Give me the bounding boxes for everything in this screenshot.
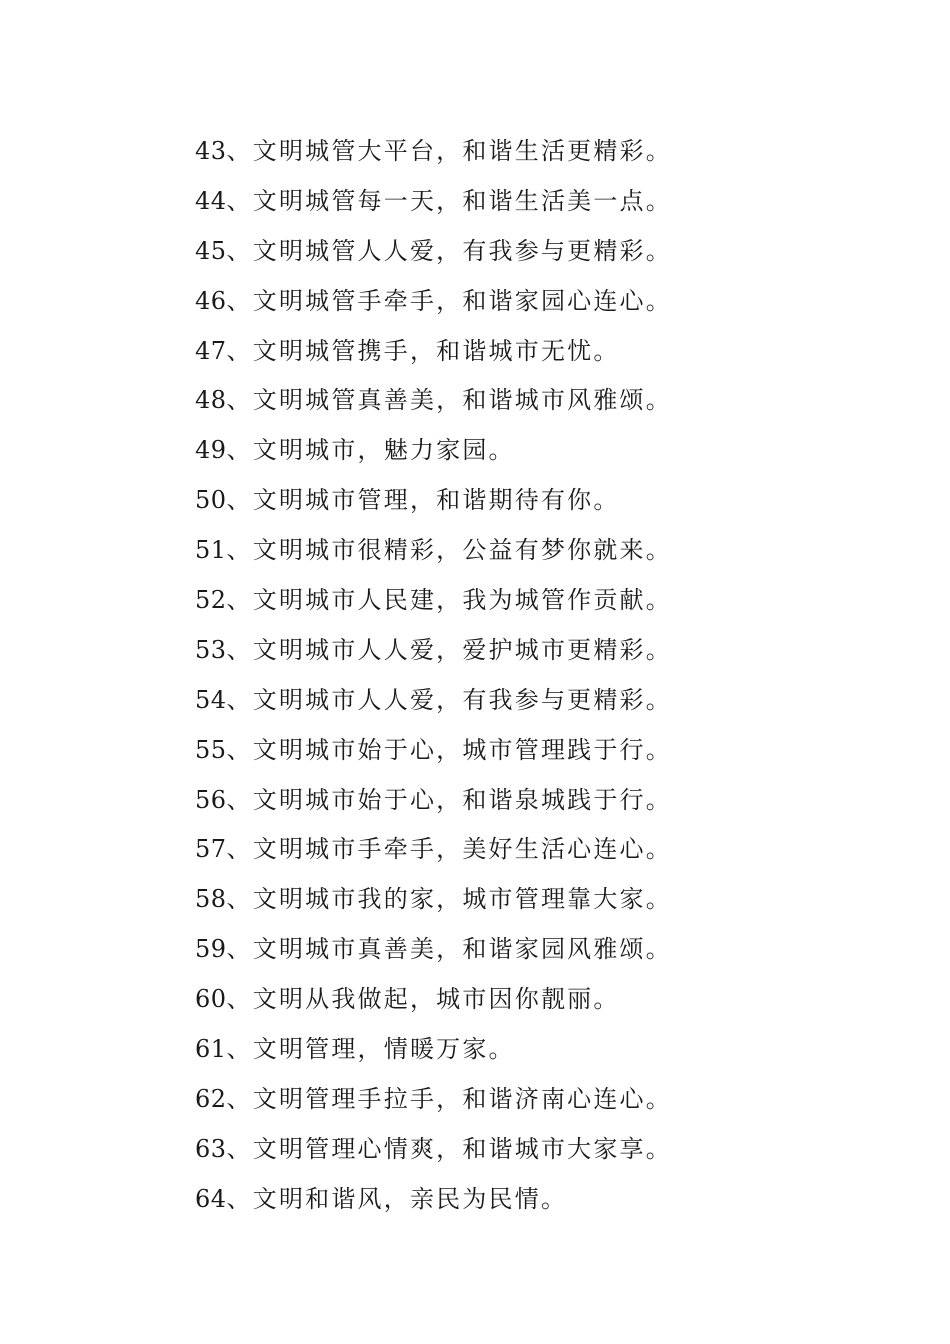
list-item [195,925,895,975]
item-number: 49 [195,436,227,465]
list-item [195,327,895,377]
list-item [195,177,895,227]
list-item [195,277,895,327]
list-item [195,227,895,277]
item-number: 53 [195,635,227,664]
item-number: 62 [195,1084,227,1113]
item-number: 47 [195,336,227,365]
list-item [195,626,895,676]
item-number: 61 [195,1035,227,1064]
slogan-list [195,127,895,1225]
item-text: 、文明管理心情爽，和谐城市大家享。 [226,1134,672,1163]
item-number: 59 [195,935,227,964]
item-text: 、文明城市手牵手，美好生活心连心。 [226,835,672,864]
item-text: 、文明城市始于心，和谐泉城践于行。 [226,785,672,814]
item-text: 、文明城市始于心，城市管理践于行。 [226,735,672,764]
item-number: 60 [195,985,227,1014]
item-text: 、文明城市真善美，和谐家园风雅颂。 [226,935,672,964]
item-number: 45 [195,236,227,265]
list-item [195,376,895,426]
item-text: 、文明城管人人爱，有我参与更精彩。 [226,236,672,265]
item-text: 、文明城市，魅力家园。 [226,436,515,465]
list-item [195,476,895,526]
item-number: 50 [195,486,227,515]
item-text: 、文明城管携手，和谐城市无忧。 [226,336,620,365]
item-number: 58 [195,885,227,914]
list-item [195,1075,895,1125]
list-item [195,1175,895,1225]
list-item [195,726,895,776]
item-text: 、文明管理，情暖万家。 [226,1035,515,1064]
item-text: 、文明城市人人爱，爱护城市更精彩。 [226,635,672,664]
item-text: 、文明城市很精彩，公益有梦你就来。 [226,536,672,565]
item-number: 55 [195,735,227,764]
list-item [195,1025,895,1075]
item-text: 、文明城管真善美，和谐城市风雅颂。 [226,386,672,415]
list-item [195,875,895,925]
list-item [195,576,895,626]
item-text: 、文明城市我的家，城市管理靠大家。 [226,885,672,914]
item-number: 63 [195,1134,227,1163]
item-text: 、文明城市人人爱，有我参与更精彩。 [226,685,672,714]
item-number: 64 [195,1184,227,1213]
item-text: 、文明从我做起，城市因你靓丽。 [226,985,620,1014]
item-number: 57 [195,835,227,864]
item-number: 52 [195,586,227,615]
item-number: 54 [195,685,227,714]
item-number: 43 [195,137,227,165]
list-item [195,526,895,576]
item-number: 46 [195,286,227,315]
item-text: 、文明城市人民建，我为城管作贡献。 [226,586,672,615]
list-item [195,1125,895,1175]
item-text: 、文明城管手牵手，和谐家园心连心。 [226,286,672,315]
list-item [195,127,895,177]
item-text: 、文明城市管理，和谐期待有你。 [226,486,620,515]
item-number: 44 [195,186,227,215]
list-item [195,676,895,726]
item-text: 、文明管理手拉手，和谐济南心连心。 [226,1084,672,1113]
list-item [195,426,895,476]
item-text: 、文明城管每一天，和谐生活美一点。 [226,186,672,215]
item-number: 51 [195,536,227,565]
list-item [195,825,895,875]
item-text: 、文明城管大平台，和谐生活更精彩。 [226,137,672,165]
item-number: 48 [195,386,227,415]
item-text: 、文明和谐风，亲民为民情。 [226,1184,568,1213]
list-item [195,975,895,1025]
item-number: 56 [195,785,227,814]
list-item [195,776,895,826]
